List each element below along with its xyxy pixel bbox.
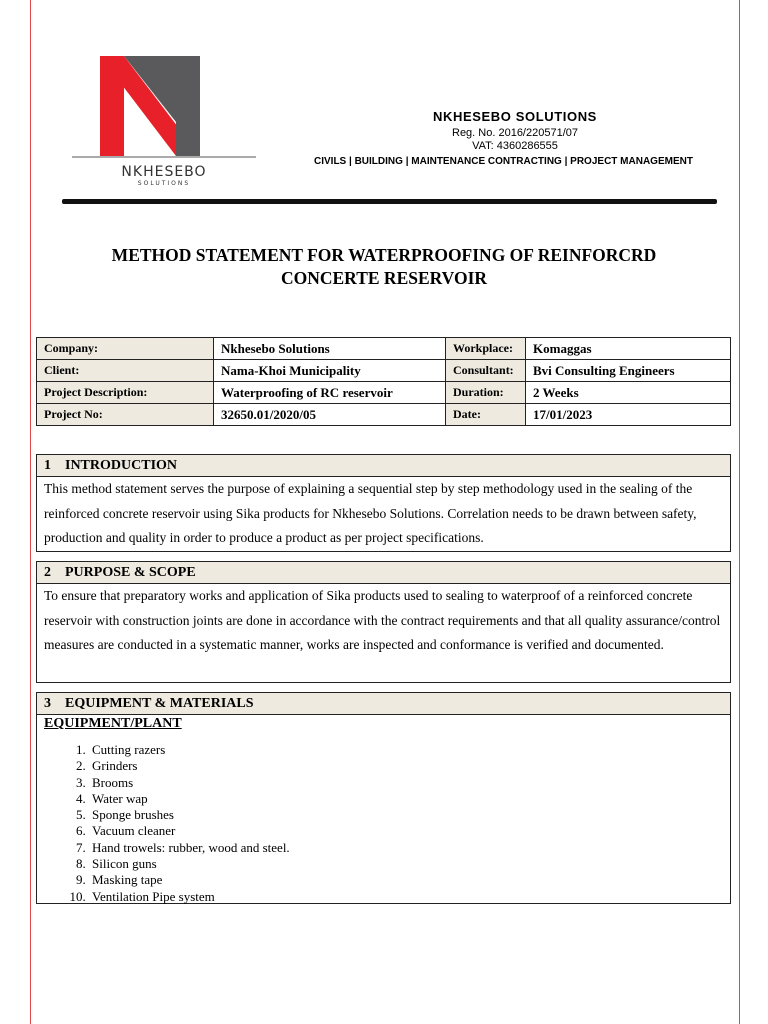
title-line-1: METHOD STATEMENT FOR WATERPROOFING OF REINFORCRD bbox=[111, 245, 657, 265]
purpose-scope-text: To ensure that preparatory works and application of Sika products used to sealing to waterproof of a reinforced concrete reservoir with construction joints are done in accordance with the contract requirements and that all quality assurance/control measures are conducted in a systematic manner, works are inspected and conformance is verified and documented. bbox=[44, 588, 721, 652]
header-rule bbox=[62, 199, 717, 204]
equipment-list bbox=[37, 742, 730, 905]
company-value: Nkhesebo Solutions bbox=[214, 338, 446, 360]
table-row bbox=[37, 382, 731, 404]
project-no-value: 32650.01/2020/05 bbox=[214, 404, 446, 426]
project-description-value: Waterproofing of RC reservoir bbox=[214, 382, 446, 404]
vat-number: VAT: 4360286555 bbox=[472, 140, 558, 152]
workplace-value: Komaggas bbox=[526, 338, 731, 360]
project-no-label: Project No: bbox=[37, 404, 214, 426]
list-item: 6. Vacuum cleaner bbox=[89, 823, 730, 839]
workplace-label: Workplace: bbox=[446, 338, 526, 360]
list-item: 10. Ventilation Pipe system bbox=[89, 889, 730, 905]
left-margin-line bbox=[30, 0, 31, 1024]
registration-number: Reg. No. 2016/220571/07 bbox=[452, 127, 578, 139]
introduction-section bbox=[36, 454, 731, 552]
services-line: CIVILS | BUILDING | MAINTENANCE CONTRACTING | PROJECT MANAGEMENT bbox=[314, 156, 693, 167]
equipment-materials-section bbox=[36, 692, 731, 904]
client-label: Client: bbox=[37, 360, 214, 382]
purpose-scope-section bbox=[36, 561, 731, 683]
list-item: 7. Hand trowels: rubber, wood and steel. bbox=[89, 840, 730, 856]
introduction-heading: 1 INTRODUCTION bbox=[37, 455, 730, 477]
list-item: 8. Silicon guns bbox=[89, 856, 730, 872]
table-row bbox=[37, 404, 731, 426]
company-header bbox=[270, 109, 760, 167]
table-row bbox=[37, 360, 731, 382]
purpose-scope-heading: 2 PURPOSE & SCOPE bbox=[37, 562, 730, 584]
introduction-text: This method statement serves the purpose of explaining a sequential step by step methodology used in the sealing of the reinforced concrete reservoir using Sika products for Nkhesebo Solutions. Correlation needs to be drawn between safety, production and quality in order to produce a product as per project specifications. bbox=[44, 481, 697, 545]
document-title bbox=[40, 244, 728, 290]
duration-value: 2 Weeks bbox=[526, 382, 731, 404]
logo-subtext: SOLUTIONS bbox=[137, 180, 191, 187]
list-item: 3. Brooms bbox=[89, 775, 730, 791]
list-item: 1. Cutting razers bbox=[89, 742, 730, 758]
project-info-table bbox=[36, 337, 731, 426]
list-item: 5. Sponge brushes bbox=[89, 807, 730, 823]
consultant-value: Bvi Consulting Engineers bbox=[526, 360, 731, 382]
logo-text: NKHESEBO bbox=[121, 164, 207, 180]
company-label: Company: bbox=[37, 338, 214, 360]
date-value: 17/01/2023 bbox=[526, 404, 731, 426]
equipment-plant-subheading: EQUIPMENT/PLANT bbox=[44, 716, 182, 731]
table-row bbox=[37, 338, 731, 360]
list-item: 4. Water wap bbox=[89, 791, 730, 807]
company-logo bbox=[72, 52, 258, 188]
duration-label: Duration: bbox=[446, 382, 526, 404]
project-description-label: Project Description: bbox=[37, 382, 214, 404]
consultant-label: Consultant: bbox=[446, 360, 526, 382]
company-name: NKHESEBO SOLUTIONS bbox=[433, 109, 597, 124]
date-label: Date: bbox=[446, 404, 526, 426]
equipment-materials-heading: 3 EQUIPMENT & MATERIALS bbox=[37, 693, 730, 715]
logo-mark bbox=[72, 52, 258, 188]
client-value: Nama-Khoi Municipality bbox=[214, 360, 446, 382]
list-item: 2. Grinders bbox=[89, 758, 730, 774]
list-item: 9. Masking tape bbox=[89, 872, 730, 888]
title-line-2: CONCERTE RESERVOIR bbox=[280, 268, 488, 288]
